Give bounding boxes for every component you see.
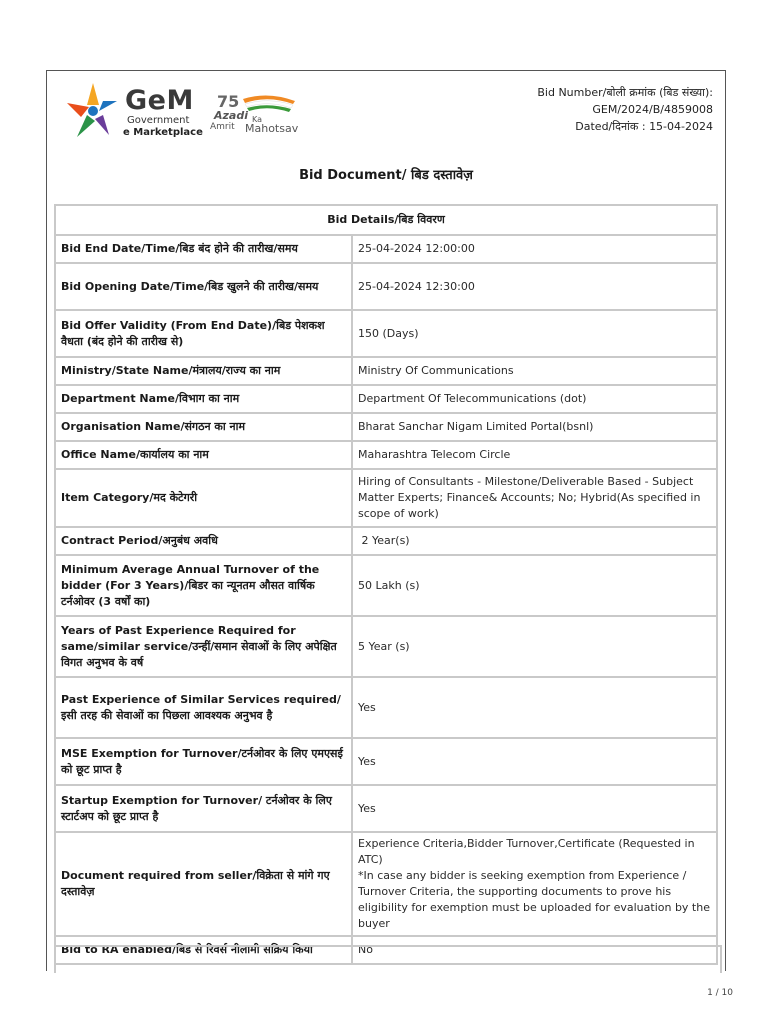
table-row bbox=[55, 235, 717, 263]
table-row bbox=[55, 385, 717, 413]
row-label: Document required from seller/विक्रेता से मांगे गए दस्तावेज़ bbox=[55, 832, 352, 936]
row-label: Minimum Average Annual Turnover of the bidder (For 3 Years)/बिडर का न्यूनतम औसत वार्षिक टर्नओवर (3 वर्षों का) bbox=[55, 555, 352, 616]
row-value: 50 Lakh (s) bbox=[352, 555, 717, 616]
dated-label: Dated/दिनांक : bbox=[575, 120, 646, 133]
table-row bbox=[55, 527, 717, 555]
row-label: Contract Period/अनुबंध अवधि bbox=[55, 527, 352, 555]
row-value: Ministry Of Communications bbox=[352, 357, 717, 385]
row-label: Years of Past Experience Required for same/similar service/उन्हीं/समान सेवाओं के लिए अपेक्षित विगत अनुभव के वर्ष bbox=[55, 616, 352, 677]
row-label: Ministry/State Name/मंत्रालय/राज्य का नाम bbox=[55, 357, 352, 385]
table-row bbox=[55, 738, 717, 785]
logo-government-text: Government bbox=[127, 115, 190, 126]
row-value: Bharat Sanchar Nigam Limited Portal(bsnl) bbox=[352, 413, 717, 441]
table-heading: Bid Details/बिड विवरण bbox=[55, 205, 717, 235]
table-row bbox=[55, 785, 717, 832]
logo-emarketplace-text: e Marketplace bbox=[123, 127, 203, 138]
table-heading-row bbox=[55, 205, 717, 235]
table-row bbox=[55, 310, 717, 357]
row-value: Department Of Telecommunications (dot) bbox=[352, 385, 717, 413]
row-value: 2 Year(s) bbox=[352, 527, 717, 555]
row-label: Organisation Name/संगठन का नाम bbox=[55, 413, 352, 441]
azadi-word: Azadi bbox=[214, 109, 248, 122]
row-value: 25-04-2024 12:00:00 bbox=[352, 235, 717, 263]
row-label: MSE Exemption for Turnover/टर्नओवर के लिए एमएसई को छूट प्राप्त है bbox=[55, 738, 352, 785]
ka-word: Ka bbox=[252, 115, 263, 124]
page-indicator: 1 / 10 bbox=[707, 988, 733, 998]
row-value: 150 (Days) bbox=[352, 310, 717, 357]
row-label: Past Experience of Similar Services required/इसी तरह की सेवाओं का पिछला आवश्यक अनुभव है bbox=[55, 677, 352, 738]
row-value: 25-04-2024 12:30:00 bbox=[352, 263, 717, 310]
bid-info bbox=[537, 84, 713, 135]
table-row bbox=[55, 441, 717, 469]
row-value: Yes bbox=[352, 677, 717, 738]
bid-details-table bbox=[54, 204, 718, 965]
row-value: Yes bbox=[352, 785, 717, 832]
table-row bbox=[55, 357, 717, 385]
row-label: Item Category/मद केटेगरी bbox=[55, 469, 352, 527]
row-value: Maharashtra Telecom Circle bbox=[352, 441, 717, 469]
bid-number-label: Bid Number/बोली क्रमांक (बिड संख्या): bbox=[537, 86, 713, 99]
mahotsav-word: Mahotsav bbox=[245, 122, 299, 135]
document-page bbox=[46, 70, 726, 971]
table-row bbox=[55, 616, 717, 677]
table-row bbox=[55, 263, 717, 310]
table-row bbox=[55, 469, 717, 527]
table-row bbox=[55, 677, 717, 738]
document-title: Bid Document/ बिड दस्तावेज़ bbox=[299, 168, 473, 183]
row-label: Department Name/विभाग का नाम bbox=[55, 385, 352, 413]
row-label: Office Name/कार्यालय का नाम bbox=[55, 441, 352, 469]
row-label: Bid Offer Validity (From End Date)/बिड पेशकश वैधता (बंद होने की तारीख से) bbox=[55, 310, 352, 357]
row-value: Hiring of Consultants - Milestone/Deliverable Based - Subject Matter Experts; Finance& Accounts; No; Hybrid(As specified in scope of work) bbox=[352, 469, 717, 527]
row-value: Yes bbox=[352, 738, 717, 785]
row-label: Bid End Date/Time/बिड बंद होने की तारीख/समय bbox=[55, 235, 352, 263]
table-row bbox=[55, 413, 717, 441]
bid-number: GEM/2024/B/4859008 bbox=[592, 103, 713, 116]
row-value: No bbox=[352, 936, 717, 964]
row-label: Bid to RA enabled/बिड से रिवर्स नीलामी सक्रिय किया bbox=[55, 936, 352, 964]
table-row bbox=[55, 832, 717, 936]
row-value: 5 Year (s) bbox=[352, 616, 717, 677]
table-row bbox=[55, 555, 717, 616]
svg-text:75: 75 bbox=[217, 92, 240, 111]
row-value: Experience Criteria,Bidder Turnover,Certificate (Requested in ATC) *In case any bidder is seeking exemption from Experience / Turnover Criteria, the supporting documents to prove his eligibility for exemption must be uploaded for evaluation by the buyer bbox=[352, 832, 717, 936]
amrit-word: Amrit bbox=[210, 122, 235, 132]
table-continuation bbox=[54, 945, 722, 973]
row-label: Bid Opening Date/Time/बिड खुलने की तारीख/समय bbox=[55, 263, 352, 310]
dated-value: 15-04-2024 bbox=[649, 120, 713, 133]
row-label: Startup Exemption for Turnover/ टर्नओवर के लिए स्टार्टअप को छूट प्राप्त है bbox=[55, 785, 352, 832]
bid-date-line bbox=[537, 118, 713, 135]
logo-gem-text: GeM bbox=[125, 85, 194, 116]
